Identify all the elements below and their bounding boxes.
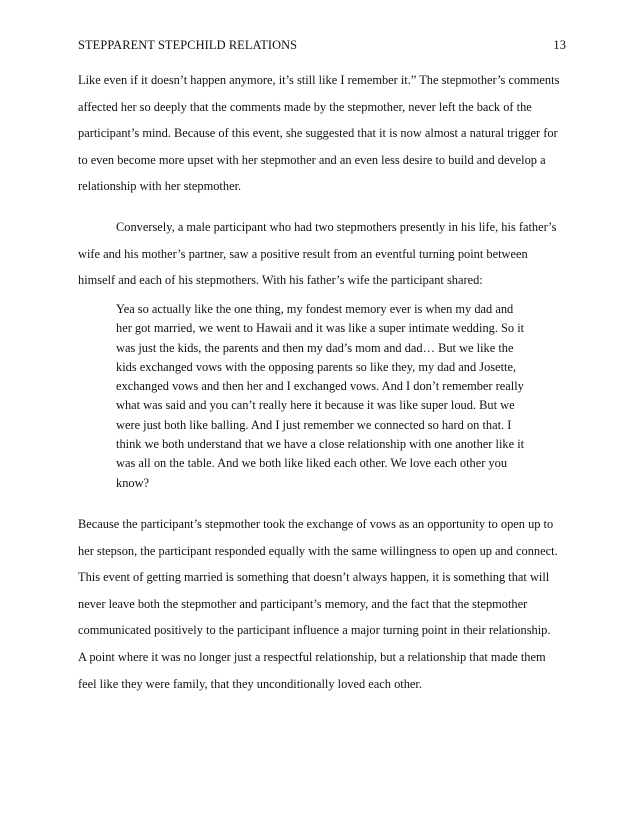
quote-line: know? [116, 475, 150, 490]
quote-line: think we both understand that we have a close relationship with one another like it [116, 437, 525, 452]
text-line: Because the participant’s stepmother took the exchange of vows as an opportunity to open up to [78, 517, 554, 531]
text-line: This event of getting married is something that doesn’t always happen, it is something that will [78, 570, 550, 585]
text-line: feel like they were family, that they unconditionally loved each other. [78, 676, 422, 691]
block-quote [116, 300, 536, 493]
text-line: Conversely, a male participant who had two stepmothers presently in his life, his father’s [116, 220, 557, 234]
paragraph-3 [78, 511, 572, 697]
quote-line: what was said and you can’t really here it because it was like super loud. But we [116, 398, 515, 413]
paragraph-1 [78, 67, 572, 200]
quote-line: was just the kids, the parents and then my dad’s mom and dad… But we like the [116, 340, 514, 355]
quote-line: Yea so actually like the one thing, my fondest memory ever is when my dad and [116, 302, 514, 316]
text-line: to even become more upset with her stepmother and an even less desire to build and develop a [78, 152, 546, 167]
text-line: relationship with her stepmother. [78, 179, 242, 194]
quote-line: her got married, we went to Hawaii and it was like a super intimate wedding. So it [116, 321, 525, 336]
quote-line: kids exchanged vows with the opposing parents so like they, my dad and Josette, [116, 359, 517, 374]
page-number: 13 [553, 38, 566, 52]
text-line: affected her so deeply that the comments made by the stepmother, never left the back of the [78, 99, 532, 114]
page-header [78, 38, 566, 54]
quote-line: exchanged vows and then her and I exchanged vows. And I don’t remember really [116, 379, 524, 394]
running-head: STEPPARENT STEPCHILD RELATIONS [78, 38, 298, 52]
text-line: A point where it was no longer just a respectful relationship, but a relationship that made them [78, 649, 546, 664]
text-line: communicated positively to the participant influence a major turning point in their relationship. [78, 623, 551, 638]
text-line: wife and his mother’s partner, saw a positive result from an eventful turning point between [78, 246, 528, 261]
quote-line: were just both like balling. And I just remember we connected so hard on that. I [116, 417, 512, 432]
text-line: himself and each of his stepmothers. With his father’s wife the participant shared: [78, 273, 483, 288]
text-line: participant’s mind. Because of this event, she suggested that it is now almost a natural trigger for [78, 126, 558, 141]
text-line: never leave both the stepmother and participant’s memory, and the fact that the stepmother [78, 596, 528, 611]
text-line: her stepson, the participant responded equally with the same willingness to open up and connect. [78, 543, 558, 558]
quote-line: was all on the table. And we both like liked each other. We love each other you [116, 456, 508, 471]
text-line: Like even if it doesn’t happen anymore, it’s still like I remember it.” The stepmother’s comments [78, 73, 560, 87]
paragraph-2 [78, 214, 572, 294]
